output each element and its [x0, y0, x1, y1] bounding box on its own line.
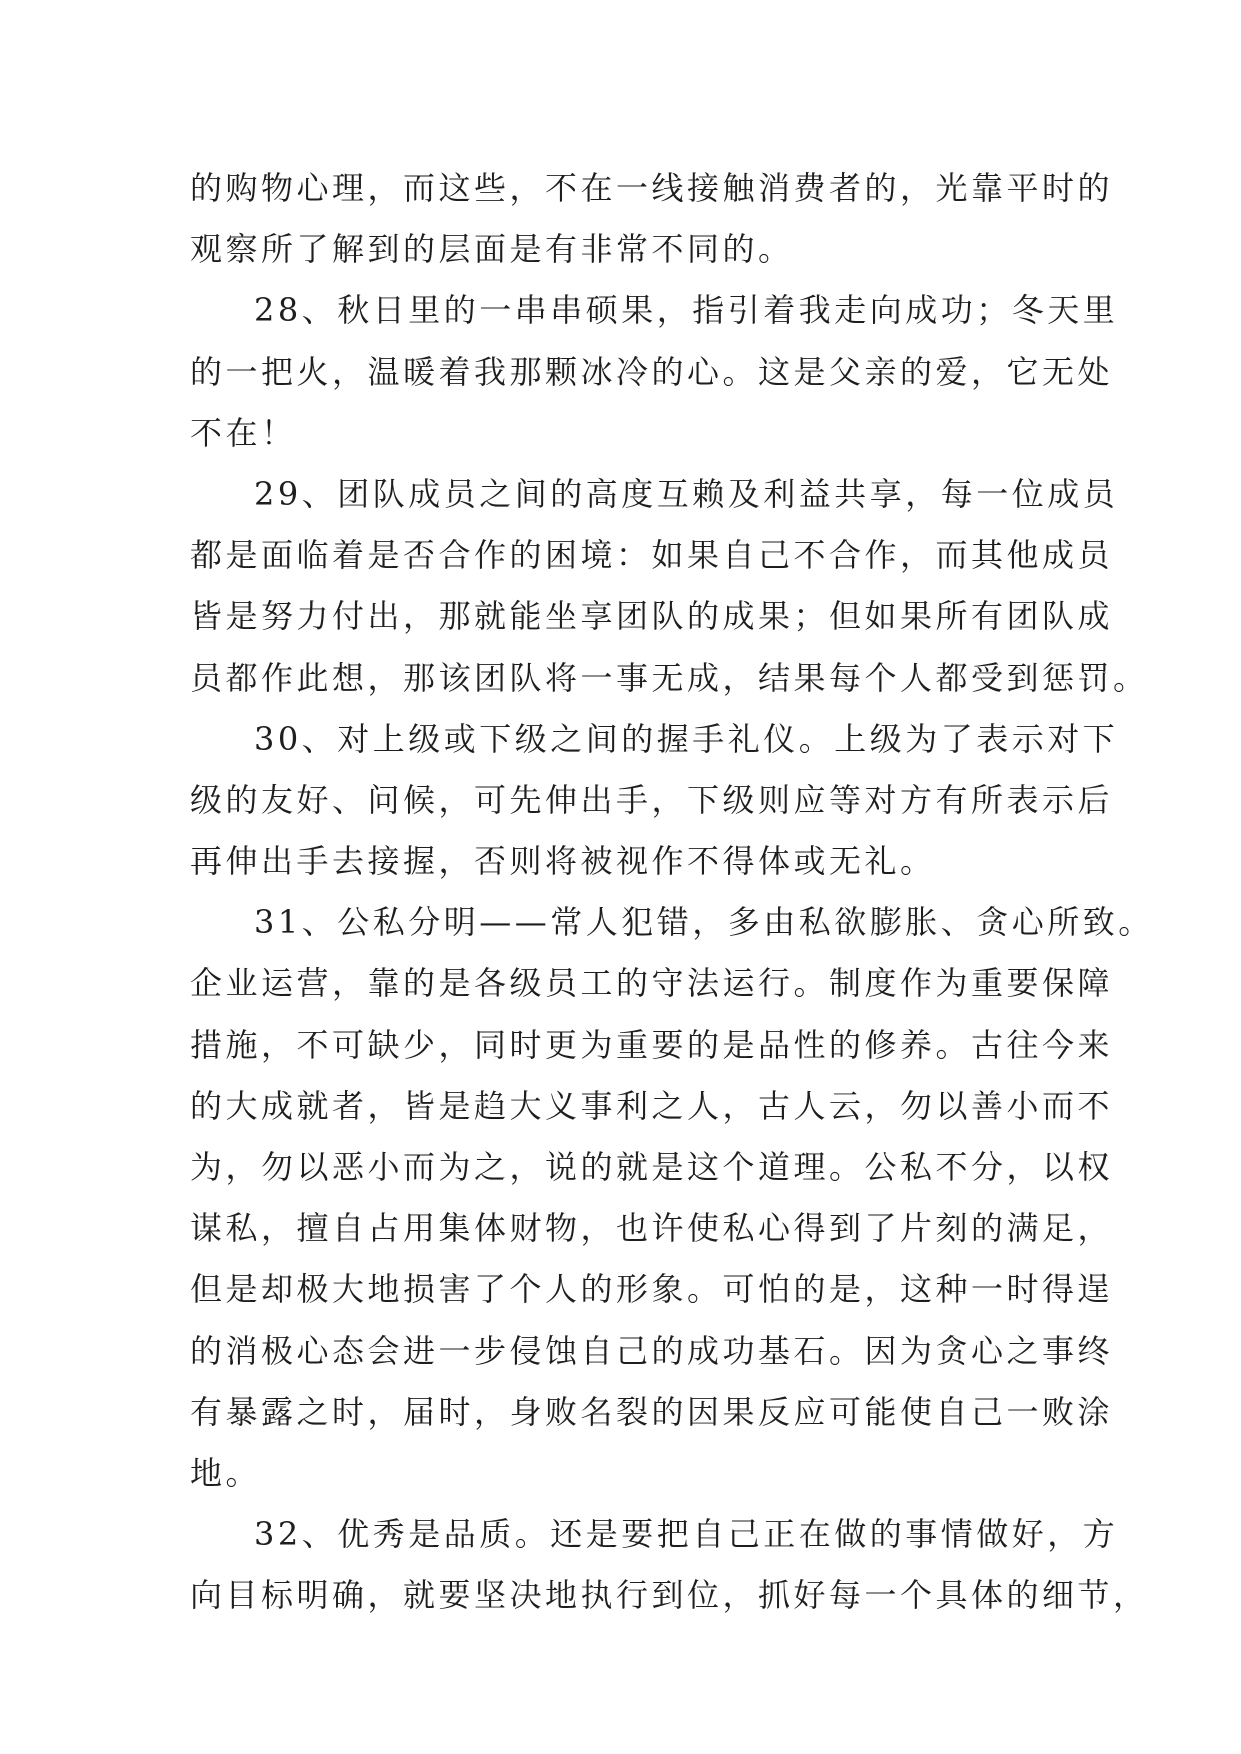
text-line: 谋私，擅自占用集体财物，也许使私心得到了片刻的满足，	[190, 1209, 1114, 1248]
text-line: 措施，不可缺少，同时更为重要的是品性的修养。古往今来	[190, 1025, 1114, 1064]
paragraph-start-31: 31、公私分明——常人犯错，多由私欲膨胀、贪心所致。	[254, 903, 1154, 942]
text-line: 都是面临着是否合作的困境：如果自己不合作，而其他成员	[190, 536, 1114, 575]
text-line: 企业运营，靠的是各级员工的守法运行。制度作为重要保障	[190, 964, 1114, 1003]
text-line: 的一把火，温暖着我那颗冰冷的心。这是父亲的爱，它无处	[190, 352, 1114, 391]
text-line: 级的友好、问候，可先伸出手，下级则应等对方有所表示后	[190, 780, 1114, 819]
text-line: 向目标明确，就要坚决地执行到位，抓好每一个具体的细节，	[190, 1576, 1149, 1615]
text-line: 不在！	[190, 413, 297, 452]
text-line: 有暴露之时，届时，身败名裂的因果反应可能使自己一败涂	[190, 1392, 1114, 1431]
paragraph-start-29: 29、团队成员之间的高度互赖及利益共享，每一位成员	[254, 474, 1119, 513]
paragraph-start-32: 32、优秀是品质。还是要把自己正在做的事情做好，方	[254, 1515, 1119, 1554]
text-line: 但是却极大地损害了个人的形象。可怕的是，这种一时得逞	[190, 1270, 1114, 1309]
text-line: 皆是努力付出，那就能坐享团队的成果；但如果所有团队成	[190, 597, 1114, 636]
text-line: 为，勿以恶小而为之，说的就是这个道理。公私不分，以权	[190, 1148, 1114, 1186]
text-line: 地。	[190, 1453, 262, 1492]
text-line: 再伸出手去接握，否则将被视作不得体或无礼。	[190, 842, 936, 881]
text-line: 的消极心态会进一步侵蚀自己的成功基石。因为贪心之事终	[190, 1331, 1114, 1370]
text-line: 的购物心理，而这些，不在一线接触消费者的，光靠平时的	[190, 169, 1114, 207]
document-body	[190, 158, 1154, 1627]
paragraph-start-28: 28、秋日里的一串串硕果，指引着我走向成功；冬天里	[254, 291, 1119, 330]
text-line: 员都作此想，那该团队将一事无成，结果每个人都受到惩罚。	[190, 658, 1149, 697]
text-line: 的大成就者，皆是趋大义事利之人，古人云，勿以善小而不	[190, 1086, 1114, 1125]
paragraph-start-30: 30、对上级或下级之间的握手礼仪。上级为了表示对下	[254, 719, 1119, 758]
text-line: 观察所了解到的层面是有非常不同的。	[190, 230, 794, 269]
